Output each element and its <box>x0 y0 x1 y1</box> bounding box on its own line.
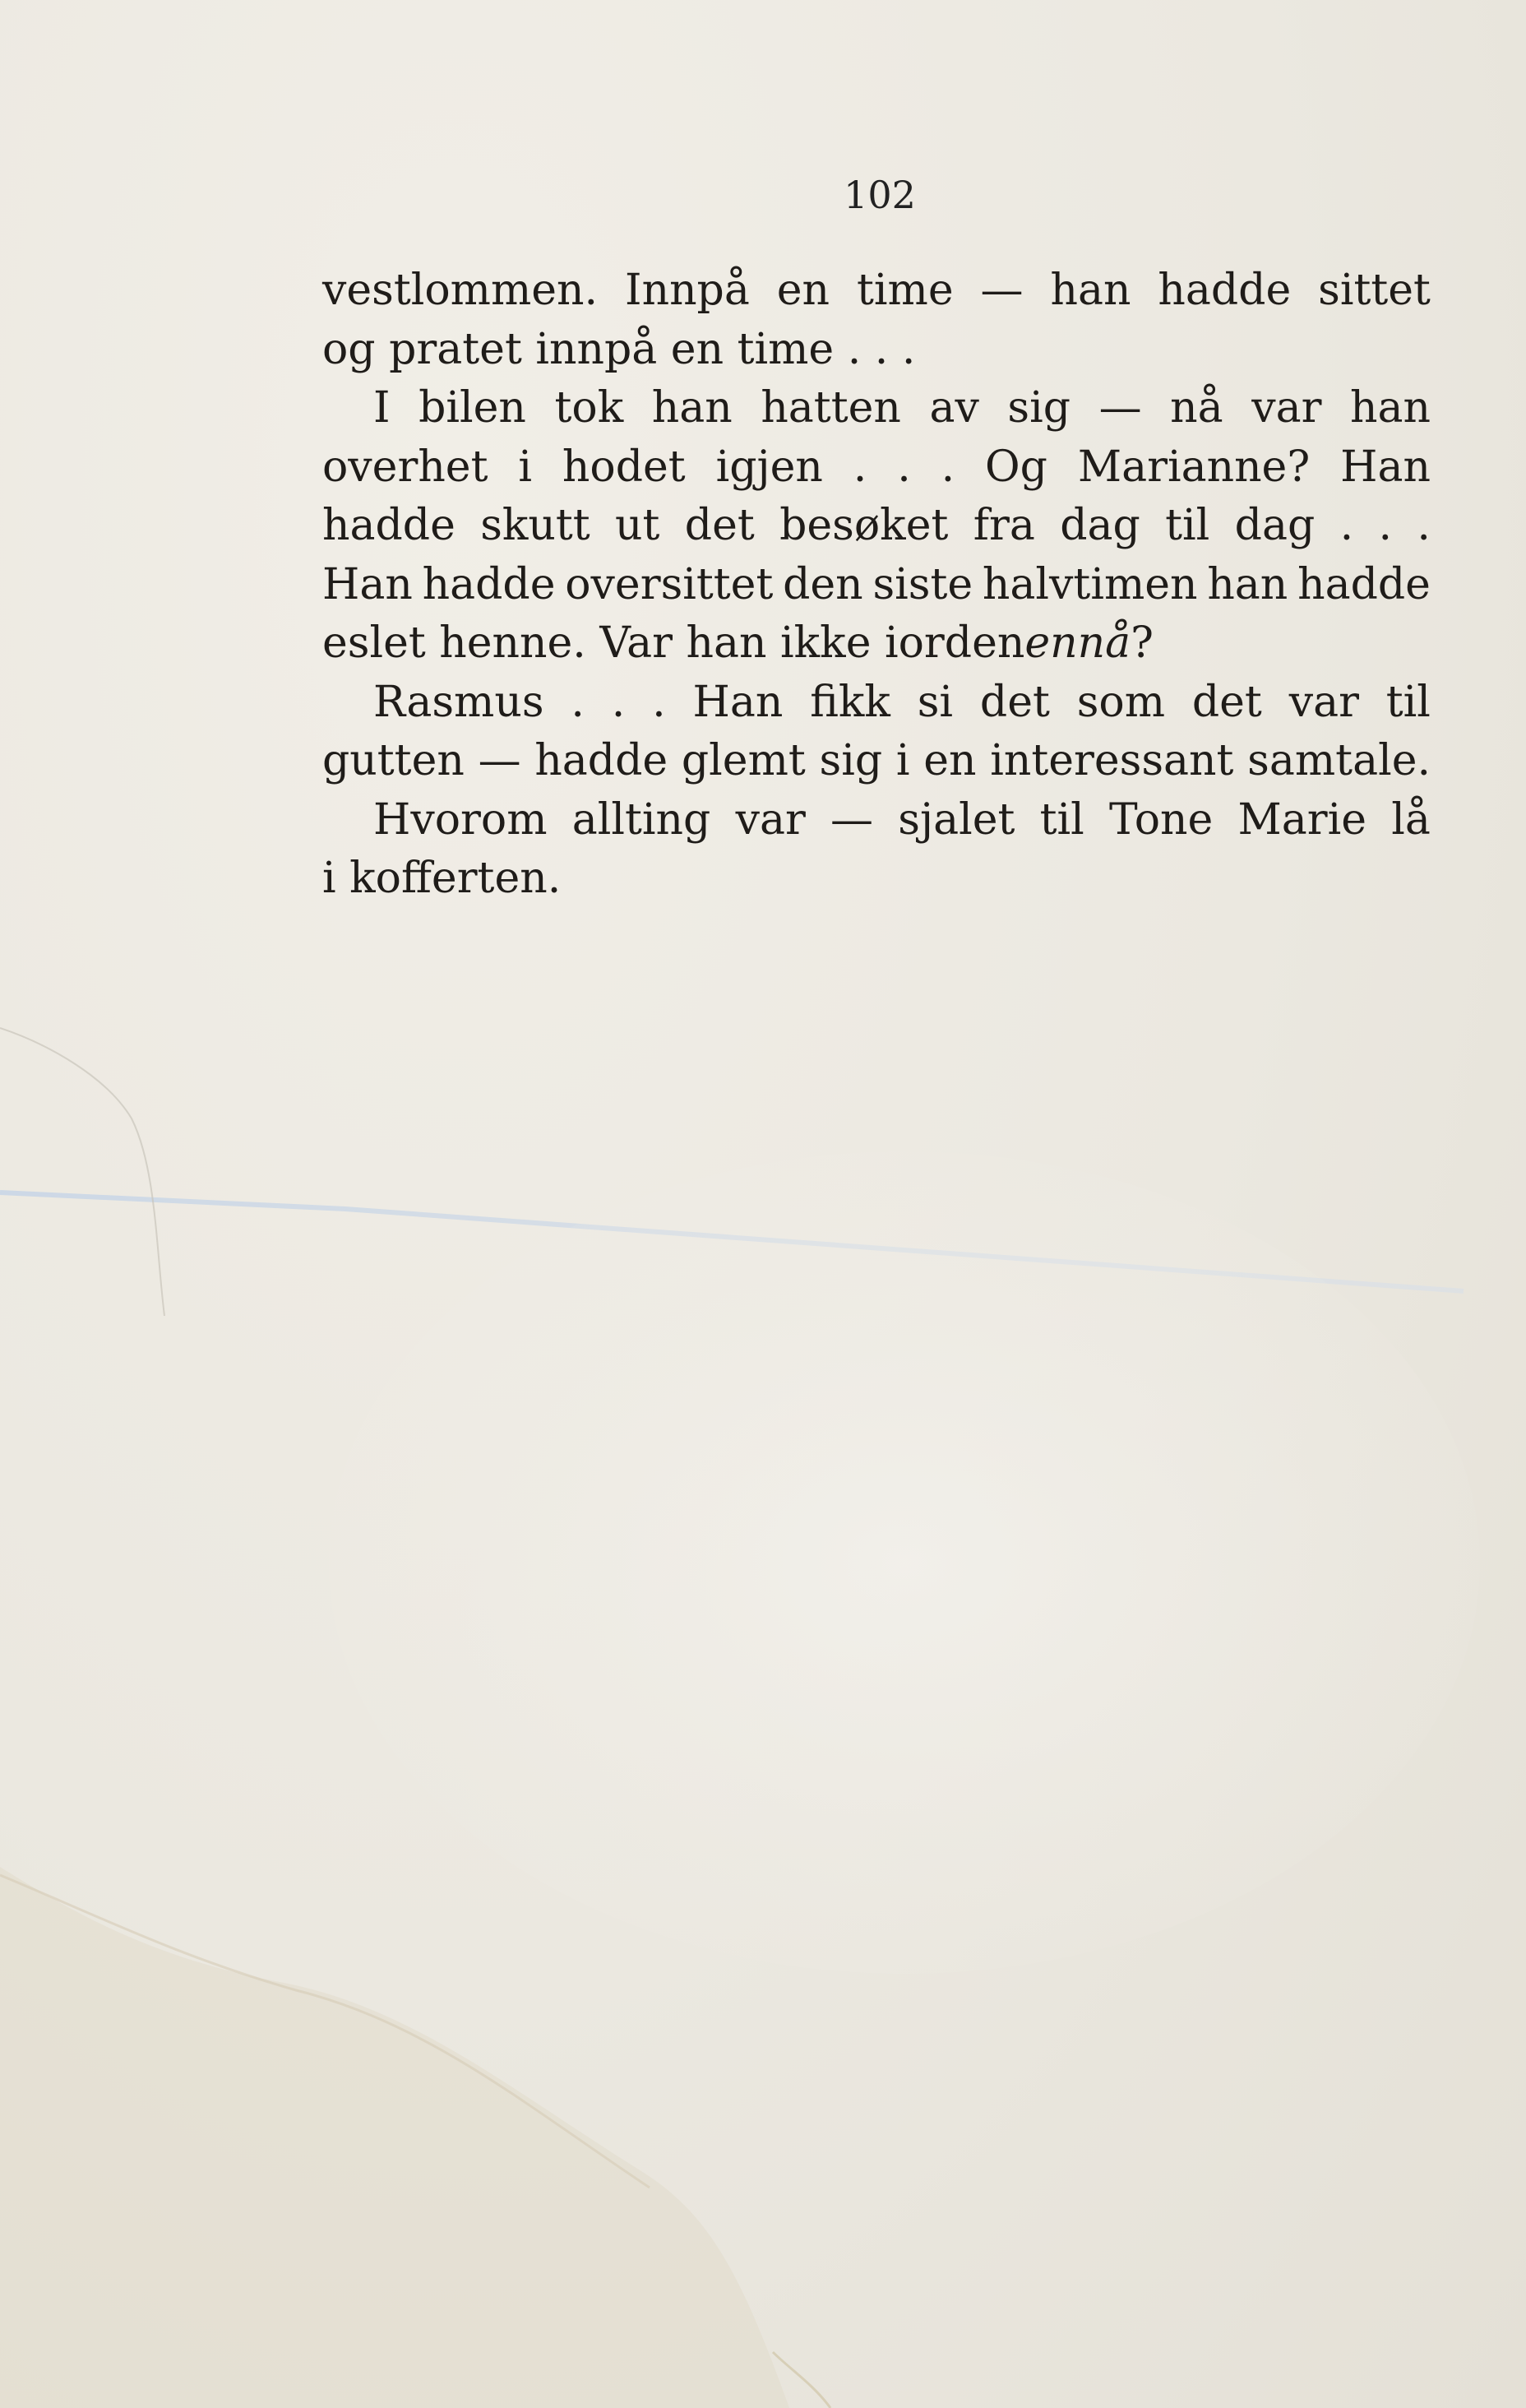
word: si <box>917 677 954 727</box>
word: fra <box>973 501 1035 550</box>
word: skutt <box>480 501 590 550</box>
text-line <box>322 556 1431 615</box>
word: samtale. <box>1247 736 1431 785</box>
word: . <box>652 677 666 727</box>
text-line <box>322 438 1431 498</box>
word: var <box>1251 383 1322 433</box>
word: sittet <box>1318 266 1431 315</box>
punctuation: ? <box>1131 618 1154 668</box>
word: sig <box>1007 383 1071 433</box>
word: han <box>651 383 733 433</box>
page-number: 102 <box>844 173 916 217</box>
word: overhet <box>322 442 488 492</box>
word: Og <box>985 442 1047 492</box>
word: det <box>979 677 1050 727</box>
text-line <box>322 674 1431 733</box>
word: halvtimen <box>982 559 1198 609</box>
word: hatten <box>761 383 901 433</box>
word: . <box>853 442 867 492</box>
word: — <box>1098 383 1142 433</box>
text-line <box>322 614 1431 674</box>
word: i <box>895 736 910 785</box>
word: sig <box>819 736 883 785</box>
word: tok <box>554 383 624 433</box>
word: allting <box>571 794 711 845</box>
word: hadde <box>1297 559 1431 609</box>
word: var <box>1288 677 1359 727</box>
word: sjalet <box>898 794 1015 845</box>
word: — <box>980 266 1024 315</box>
word: nå <box>1170 383 1223 433</box>
word: fikk <box>810 677 890 727</box>
word: han <box>1050 266 1131 315</box>
text-line <box>322 850 1431 909</box>
word: av <box>929 383 979 433</box>
word: til <box>1385 677 1431 727</box>
word: interessant <box>990 736 1234 785</box>
word: bilen <box>418 383 526 433</box>
word: . <box>611 677 626 727</box>
word: Han <box>322 559 413 609</box>
text-line <box>322 791 1431 850</box>
word: Han <box>692 677 784 727</box>
word: — <box>478 736 521 785</box>
word: dag <box>1060 501 1140 550</box>
word: til <box>1165 501 1210 550</box>
word: Tone <box>1109 794 1214 845</box>
line-text: og pratet innpå en time . . . <box>322 324 916 374</box>
word: Innpå <box>625 266 750 315</box>
word: siste <box>872 559 973 609</box>
text-line <box>322 732 1431 791</box>
word: . <box>1378 501 1393 550</box>
text-line <box>322 379 1431 438</box>
word: . <box>941 442 955 492</box>
word: hodet <box>562 442 686 492</box>
word: det <box>1191 677 1262 727</box>
word: . <box>571 677 585 727</box>
word: Hvorom <box>373 794 548 845</box>
word: hadde <box>534 736 668 785</box>
word: besøket <box>779 501 949 550</box>
word: glemt <box>681 736 806 785</box>
line-text: i kofferten. <box>322 854 562 903</box>
word: I <box>373 383 391 433</box>
word: den <box>783 559 863 609</box>
word: en <box>776 266 830 315</box>
word: Marie <box>1237 794 1367 845</box>
word: gutten <box>322 736 465 785</box>
line-text: eslet henne. Var han ikke iorden <box>322 618 1025 668</box>
word: lå <box>1391 794 1431 845</box>
word: igjen <box>715 442 823 492</box>
word: han <box>1207 559 1288 609</box>
text-line <box>322 262 1431 321</box>
word: Rasmus <box>373 677 544 727</box>
word: hadde <box>1158 266 1292 315</box>
word: hadde <box>422 559 556 609</box>
word: han <box>1350 383 1431 433</box>
word: . <box>1417 501 1431 550</box>
word: var <box>735 794 806 845</box>
word: . <box>897 442 911 492</box>
word: oversittet <box>565 559 774 609</box>
word: en <box>923 736 977 785</box>
word: Marianne? <box>1077 442 1311 492</box>
word: som <box>1076 677 1166 727</box>
word: Han <box>1340 442 1431 492</box>
italic-word: ennå <box>1024 618 1131 668</box>
text-line <box>322 497 1431 556</box>
word: vestlommen. <box>322 266 599 315</box>
word: . <box>1339 501 1354 550</box>
word: til <box>1039 794 1084 845</box>
word: i <box>518 442 533 492</box>
word: dag <box>1234 501 1316 550</box>
body-text <box>322 262 1431 909</box>
word: det <box>684 501 755 550</box>
word: time <box>856 266 954 315</box>
word: hadde <box>322 501 455 550</box>
word: — <box>830 794 874 845</box>
text-line <box>322 321 1431 380</box>
word: ut <box>615 501 660 550</box>
